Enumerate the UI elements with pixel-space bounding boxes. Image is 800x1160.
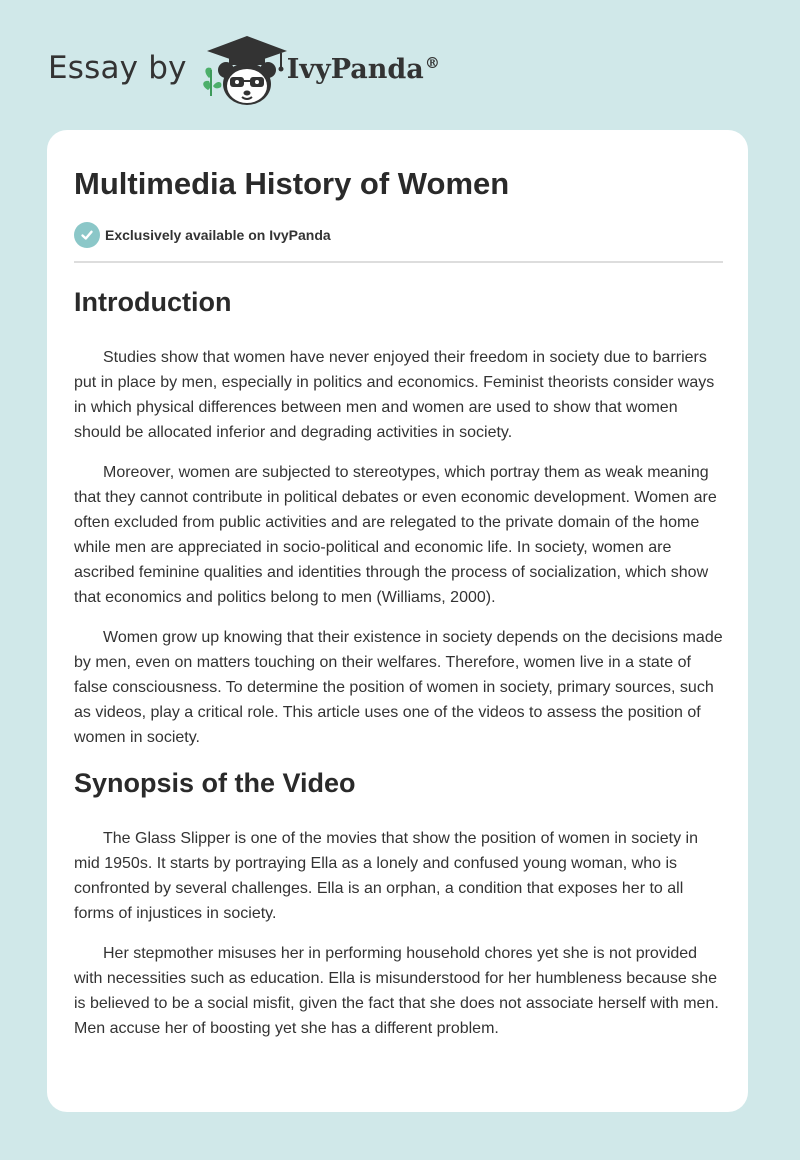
paragraph: Moreover, women are subjected to stereotypes, which portray them as weak meaning that they cannot contribute in political debates or even economic development. Women are often excluded from public activities and are relegated to the private domain of the home while men are appreciated in socio-political and economic life. In society, women are ascribed feminine qualities and identities through the process of socialization, which show that economics and politics belong to men (Williams, 2000). xyxy=(74,464,717,606)
paragraph: Her stepmother misuses her in performing household chores yet she is not provided with necessities such as education. Ella is misunderstood for her humbleness because she is believed to be a social misfit, given the fact that she does not associate herself with men. Men accuse her of boosting yet she has a different problem. xyxy=(74,945,719,1037)
title-divider xyxy=(74,261,723,263)
exclusive-badge-text: Exclusively available on IvyPanda xyxy=(105,227,331,243)
check-circle-icon xyxy=(74,222,100,248)
essay-card xyxy=(47,130,748,1112)
brand-name-text: IvyPanda xyxy=(286,53,424,85)
registered-mark: ® xyxy=(424,53,440,72)
section-heading-introduction: Introduction xyxy=(74,287,232,317)
section-heading-synopsis: Synopsis of the Video xyxy=(74,768,356,798)
exclusive-badge xyxy=(74,222,722,248)
panda-graduate-logo-icon[interactable] xyxy=(201,34,293,110)
ivypanda-wordmark[interactable] xyxy=(287,54,440,85)
page-title: Multimedia History of Women xyxy=(74,166,510,201)
paragraph: Women grow up knowing that their existence in society depends on the decisions made by men, even on matters touching on their welfares. Therefore, women live in a state of false consciousness. To determine the position of women in society, primary sources, such as videos, play a critical role. This article uses one of the videos to assess the position of women in society. xyxy=(74,629,723,746)
paragraph: Studies show that women have never enjoyed their freedom in society due to barriers put in place by men, especially in politics and economics. Feminist theorists consider ways in which physical differences between men and women are used to show that women should be allocated inferior and degrading activities in society. xyxy=(74,349,715,441)
site-header xyxy=(48,34,440,110)
paragraph: The Glass Slipper is one of the movies that show the position of women in society in mid 1950s. It starts by portraying Ella as a lonely and confused young woman, who is confronted by several challenges. Ella is an orphan, a condition that exposes her to all forms of injustices in society. xyxy=(74,830,698,922)
essay-by-label: Essay by xyxy=(48,50,187,86)
